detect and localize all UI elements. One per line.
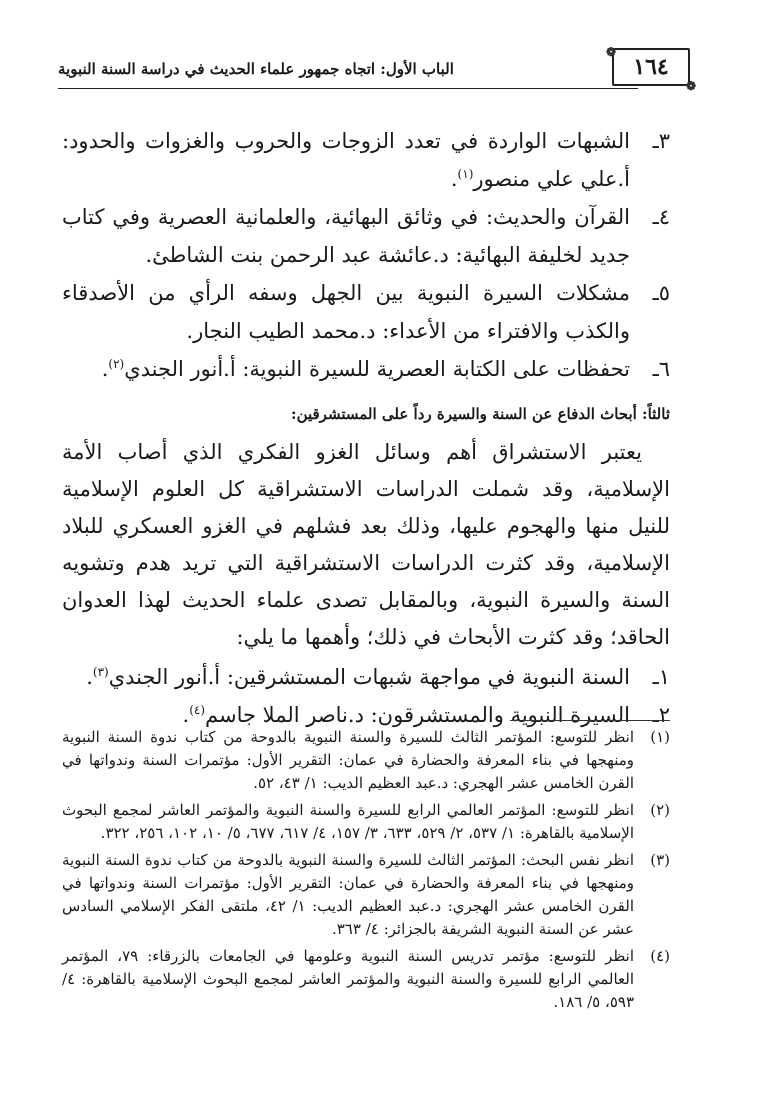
- main-text: [62, 122, 670, 734]
- item-text: السنة النبوية في مواجهة شبهات المستشرقين: أ.أنور الجندي: [108, 665, 630, 689]
- list-item: ٣ـ الشبهات الواردة في تعدد الزوجات والحروب والغزوات والحدود: أ.علي علي منصور$^{(١)}$.: [62, 122, 670, 198]
- footnote-number: (٤): [650, 947, 670, 965]
- footnote-ref[interactable]: (٢): [108, 357, 125, 371]
- item-text: مشكلات السيرة النبوية بين الجهل وسفه الرأي من الأصدقاء والكذب والافتراء من الأعداء: د.محمد الطيب النجار.: [62, 281, 630, 343]
- page-number-box: [606, 45, 696, 93]
- item-number: ١ـ: [652, 665, 670, 689]
- item-number: ٦ـ: [652, 357, 670, 381]
- running-header: [58, 44, 696, 93]
- ornament-icon: ❁: [685, 79, 696, 93]
- footnote: [62, 945, 670, 1014]
- item-text: تحفظات على الكتابة العصرية للسيرة النبوية: أ.أنور الجندي: [124, 357, 630, 381]
- item-number: ٢ـ: [652, 703, 670, 727]
- chapter-title: الباب الأول: اتجاه جمهور علماء الحديث في دراسة السنة النبوية: [58, 60, 454, 78]
- item-number: ٥ـ: [652, 281, 670, 305]
- footnote-ref[interactable]: (٤): [189, 703, 206, 717]
- item-text: القرآن والحديث: في وثائق البهائية، والعلمانية العصرية وفي كتاب جديد لخليفة البهائية: د.عائشة عبد الرحمن بنت الشاطئ.: [62, 205, 630, 267]
- list-item: [62, 198, 670, 274]
- footnote-text: انظر نفس البحث: المؤتمر الثالث للسيرة والسنة النبوية بالدوحة من كتاب ندوة السنة النبوية ومنهجها في بناء المعرفة والحضارة في عمان: التقرير الأول: مؤتمرات السنة وندواتها في القرن الخامس عشر الهجري: د.عبد العظيم الديب: ١/ ٤٢، ملتقى الفكر الإسلامي السادس عشر عن السنة النبوية الشريفة بالجزائر: ٤/ ٣٦٣.: [62, 851, 635, 938]
- footnote: [62, 849, 670, 941]
- list-item: [62, 274, 670, 350]
- footnotes: [62, 726, 670, 1014]
- footnote-ref[interactable]: (١): [457, 167, 474, 181]
- footnote: [62, 799, 670, 845]
- footnote-ref[interactable]: (٣): [92, 665, 109, 679]
- item-text: الشبهات الواردة في تعدد الزوجات والحروب والغزوات والحدود: أ.علي علي منصور: [62, 129, 630, 191]
- body-paragraph: يعتبر الاستشراق أهم وسائل الغزو الفكري الذي أصاب الأمة الإسلامية، وقد شملت الدراسات الاستشراقية كل العلوم الإسلامية للنيل منها والهجوم عليها، وذلك بعد فشلهم في الغزو العسكري للبلاد الإسلامية، وقد كثرت الدراسات الاستشراقية التي تريد هدم وتشويه السنة والسيرة النبوية، وبالمقابل تصدى علماء الحديث لهذا العدوان الحاقد؛ وقد كثرت الأبحاث في ذلك؛ وأهمها ما يلي:: [62, 440, 670, 649]
- footnote-text: انظر للتوسع: المؤتمر الثالث للسيرة والسنة النبوية بالدوحة من كتاب ندوة السنة النبوية ومنهجها في بناء المعرفة والحضارة في عمان: التقرير الأول: مؤتمرات السنة وندواتها في القرن الخامس عشر الهجري: د.عبد العظيم الديب: ١/ ٤٣، ٥٢.: [62, 728, 634, 792]
- footnote-number: (١): [650, 728, 670, 746]
- footnote-separator: [510, 720, 670, 721]
- item-number: ٣ـ: [652, 129, 670, 153]
- header-rule: [58, 88, 638, 89]
- item-number: ٤ـ: [652, 205, 670, 229]
- footnote-text: انظر للتوسع: المؤتمر العالمي الرابع للسيرة والسنة النبوية والمؤتمر العاشر لمجمع البحوث الإسلامية بالقاهرة: ١/ ٥٣٧، ٢/ ٥٢٩، ٦٣٣، ٣/ ١٥٧، ٤/ ٦١٧، ٦٧٧، ٥/ ١٠، ١٠٢، ٢٥٦، ٣٢٢.: [62, 801, 634, 842]
- list-item: ٦ـ تحفظات على الكتابة العصرية للسيرة النبوية: أ.أنور الجندي$^{(٢)}$.: [62, 350, 670, 388]
- ornament-icon: ❁: [606, 45, 617, 59]
- footnote-number: (٣): [650, 851, 670, 869]
- page-number: ١٦٤: [633, 54, 669, 80]
- footnote-number: (٢): [650, 801, 670, 819]
- list-item: ١ـ السنة النبوية في مواجهة شبهات المستشرقين: أ.أنور الجندي$^{(٣)}$.: [62, 658, 670, 696]
- footnote-text: انظر للتوسع: مؤتمر تدريس السنة النبوية وعلومها في الجامعات بالزرقاء: ٧٩، المؤتمر العالمي الرابع للسيرة والسنة النبوية والمؤتمر العاشر لمجمع البحوث الإسلامية بالقاهرة: ٤/ ٥٩٣، ٥/ ١٨٦.: [62, 947, 634, 1011]
- section-heading: ثالثاً: أبحاث الدفاع عن السنة والسيرة رداً على المستشرقين:: [291, 405, 670, 423]
- item-text: السيرة النبوية والمستشرقون: د.ناصر الملا جاسم: [205, 703, 630, 727]
- list-item: ٢ـ السيرة النبوية والمستشرقون: د.ناصر الملا جاسم$^{(٤)}$.: [62, 696, 670, 734]
- footnote: [62, 726, 670, 795]
